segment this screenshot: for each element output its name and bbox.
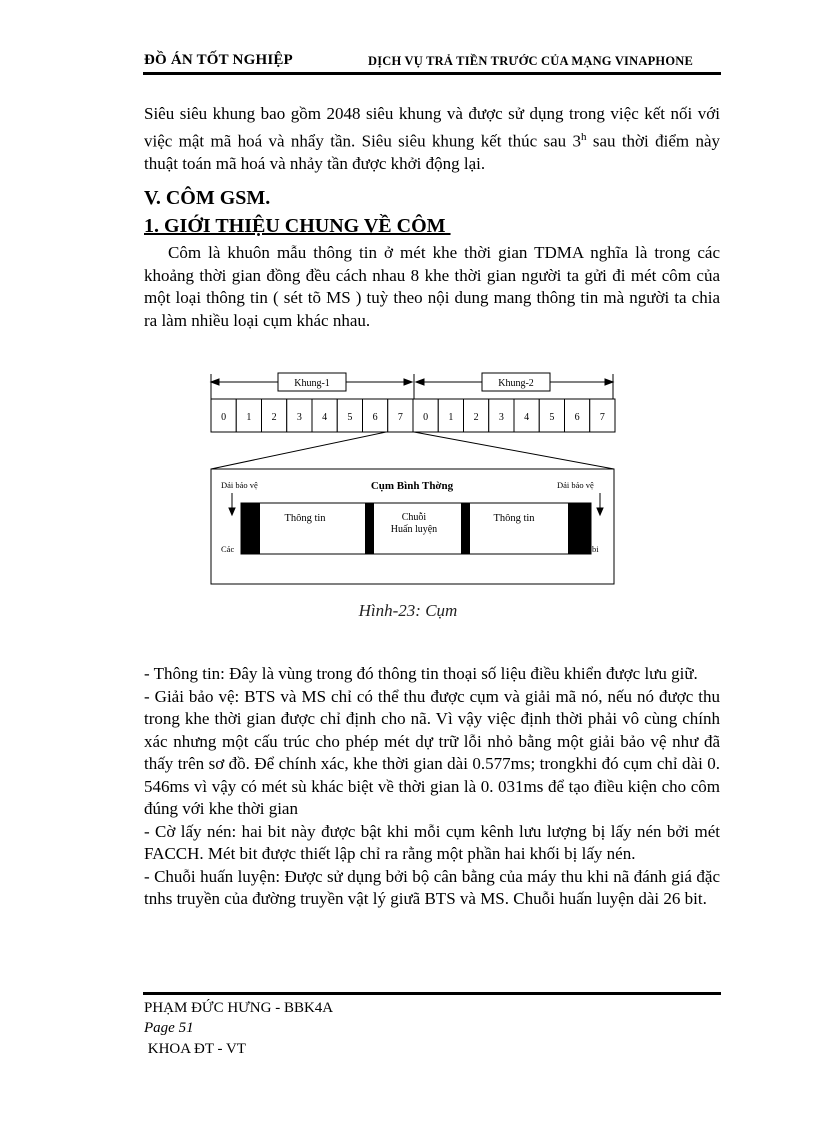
frame1-label: Khung-1 (294, 378, 330, 389)
header-title-left: ĐỒ ÁN TỐT NGHIỆP (144, 52, 293, 68)
header-title-right: DỊCH VỤ TRẢ TIỀN TRƯỚC CỦA MẠNG VINAPHONE (368, 54, 694, 68)
training-label-line1: Chuỗi (401, 512, 427, 523)
bullet-training-sequence: - Chuỗi huấn luyện: Được sử dụng bởi bộ cân bằng của máy thu khi nã đánh giá đặc tnhs truyền của đường truyền vật lý giưã BTS và MS. Chuỗi huấn luyện dài 26 bit. (144, 866, 720, 908)
stealing-flag-left (365, 503, 374, 554)
arrowhead (605, 379, 613, 385)
info-field-right: Thông tin (493, 513, 535, 524)
zoom-line-left (211, 432, 386, 469)
timeslot-number: 3 (296, 412, 302, 423)
info-field-left: Thông tin (284, 513, 326, 524)
bullet-info: - Thông tin: Đây là vùng trong đó thông tin thoại số liệu điều khiển được lưu giữ. (144, 664, 698, 683)
footer-department: KHOA ĐT - VT (144, 1041, 246, 1057)
timeslot-number: 6 (372, 412, 378, 423)
timeslot-number: 3 (498, 412, 504, 423)
timeslot-number: 6 (574, 412, 580, 423)
timeslot-number: 1 (246, 412, 252, 423)
timeslot-number: 0 (221, 412, 227, 423)
guard-right-label: Dải bảo vệ (557, 480, 594, 490)
arrowhead (211, 379, 219, 385)
section-subtitle: 1. GIỚI THIỆU CHUNG VỀ CÔM (144, 215, 451, 237)
tail-right-label: bi (592, 544, 599, 554)
training-label-line2: Huấn luyện (390, 524, 438, 535)
intro-text-after: sau thời điểm này thuật toán mã hoá và nhảy tần được khởi động lại. (144, 131, 720, 173)
tail-bits-left (241, 503, 260, 554)
timeslot-number: 7 (397, 412, 403, 423)
figure-caption: Hình-23: Cụm (358, 601, 458, 620)
timeslot-number: 2 (473, 412, 479, 423)
header-divider (143, 72, 721, 75)
zoom-line-right (414, 432, 614, 469)
arrowhead (416, 379, 424, 385)
footer-divider (143, 992, 721, 995)
timeslot-number: 7 (599, 412, 605, 423)
bullet-stealing-flag: - Cờ lấy nén: hai bit này được bật khi mỗi cụm kênh lưu lượng bị lấy nén bởi mét FACCH. Mét bit được thiết lập chỉ ra rằng một phần hai khối bị lấy nén. (144, 821, 720, 863)
tail-bits-right (568, 503, 591, 554)
timeslot-number: 5 (347, 412, 353, 423)
timeslot-number: 1 (448, 412, 454, 423)
timeslot-number: 0 (423, 412, 429, 423)
timeslot-number: 4 (524, 412, 530, 423)
bullet-list (144, 663, 720, 911)
frame2-label: Khung-2 (498, 378, 534, 389)
intro-superscript: h (580, 130, 587, 143)
burst-diagram (200, 365, 625, 591)
intro-text-before: Siêu siêu khung bao gồm 2048 siêu khung và được sử dụng trong việc kết nối với việc mật mã hoá và nhẩy tần. Siêu siêu khung kết thúc sau 3 (144, 104, 720, 151)
section-title: V. CÔM GSM. (144, 187, 271, 209)
timeslot-number: 2 (271, 412, 277, 423)
bullet-guard: - Giải bảo vệ: BTS và MS chỉ có thể thu được cụm và giải mã nó, nếu nó được thu trong khe thời gian được chỉ định cho nã. Vì vậy việc định thời phải vô cùng chính xác nhưng một cấu trúc cho phép mét dự trữ lỗi nhỏ bằng một giải bảo vệ như đã thấy trên sơ đồ. Để chính xác, khe thời gian dài 0.577ms; trongkhi đó cụm chỉ dài 0. 546ms vì vậy có mét sù khác biệt về thời gian là 0. 031ms để tạo điều kiện cho côm đúng với khe thời gian (144, 686, 720, 818)
footer-page-number: Page 51 (144, 1020, 194, 1036)
timeslot-number: 5 (549, 412, 555, 423)
stealing-flag-right (461, 503, 470, 554)
section-paragraph: Côm là khuôn mẫu thông tin ở mét khe thời gian TDMA nghĩa là trong các khoảng thời gian đồng đều cách nhau 8 khe thời gian người ta gửi đi mét côm của một loại thông tin ( sét tõ MS ) tuỳ theo nội dung mang thông tin mà người ta chia ra làm nhiều loại cụm khác nhau. (144, 243, 720, 330)
timeslot-number: 4 (322, 412, 328, 423)
footer-author: PHẠM ĐỨC HƯNG - BBK4A (144, 1000, 334, 1016)
guard-left-label: Dải bảo vệ (221, 480, 258, 490)
intro-paragraph (144, 103, 720, 175)
tail-left-label: Các (221, 544, 235, 554)
arrowhead (404, 379, 412, 385)
burst-title: Cụm Bình Thờng (370, 480, 454, 492)
